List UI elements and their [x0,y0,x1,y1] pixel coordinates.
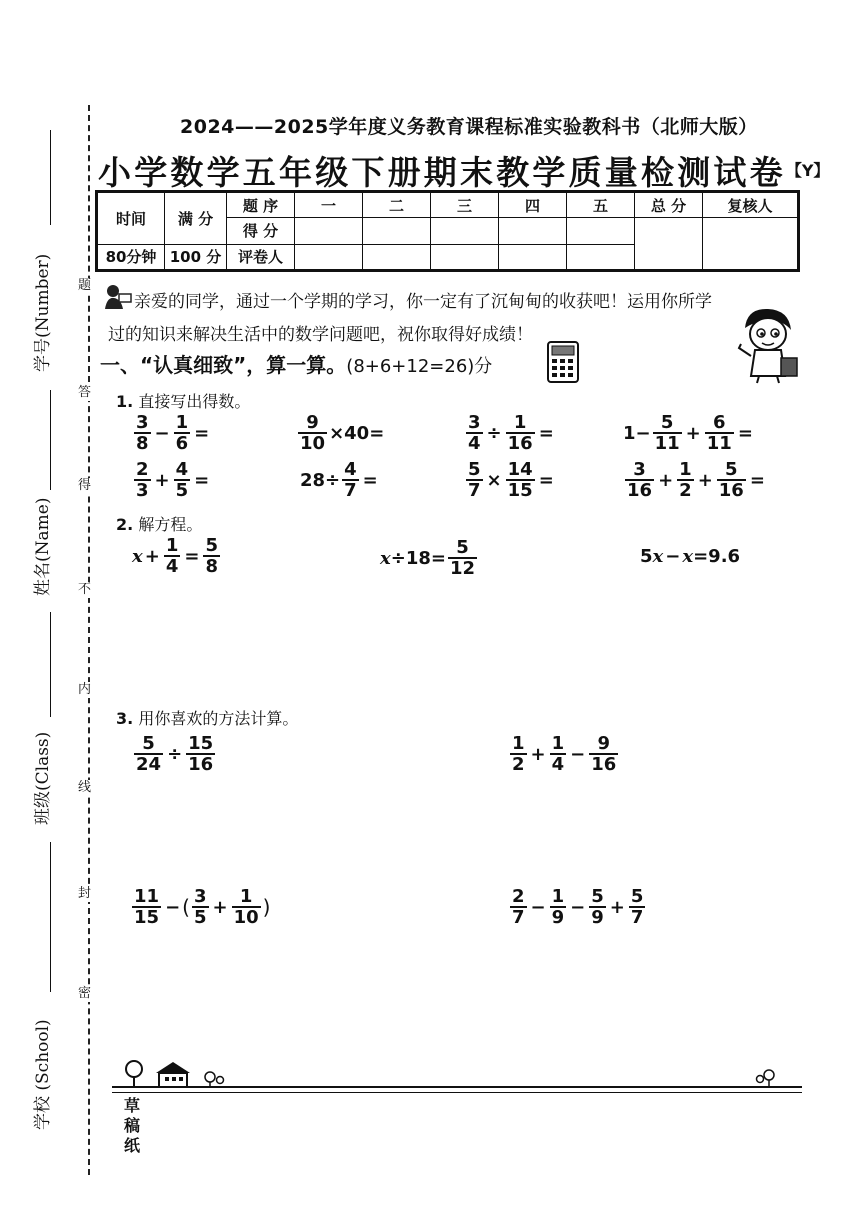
fraction: $\frac{4}{5}$ [175,459,189,501]
fraction: $\frac{3}{16}$ [627,459,653,501]
seal-char: 答 [78,385,92,400]
score-cell-2[interactable] [363,218,431,244]
fraction: $\frac{1}{2}$ [679,459,692,501]
seal-char: 题 [78,278,92,293]
small-tree-icon [752,1066,780,1088]
student-name-underline [50,390,51,490]
score-cell-4[interactable] [499,218,567,244]
fraction: $\frac{4}{7}$ [344,459,357,501]
school-underline [50,842,51,992]
quick-calc-5: $\frac{2}{3}$ + $\frac{4}{5}$ = [136,459,210,501]
student-number-underline [50,130,51,225]
section-header-4: 四 [499,192,567,218]
fraction: $\frac{5}{12}$ [449,537,476,579]
time-value: 80分钟 [97,244,165,270]
total-score-cell[interactable] [635,218,703,271]
reviewer-cell[interactable] [703,218,799,271]
score-cell-3[interactable] [431,218,499,244]
fraction: $\frac{9}{16}$ [591,733,617,775]
fraction: $\frac{5}{9}$ [591,886,604,928]
exam-title-tag: 【Y】 [785,161,830,180]
fraction: $\frac{3}{8}$ [136,412,149,454]
part-1-label: 直接写出得数。 [138,392,251,411]
fraction: $\frac{14}{15}$ [507,459,533,501]
teacher-icon [102,282,132,310]
fraction: $\frac{1}{9}$ [551,886,565,928]
grader-row-header: 评卷人 [227,244,295,270]
draft-paper-label: 草稿纸 [124,1096,141,1155]
intro-line-1: 亲爱的同学，通过一个学期的学习，你一定有了沉甸甸的收获吧！运用你所学 [134,292,712,312]
exam-title-text: 小学数学五年级下册期末教学质量检测试卷 [98,153,786,192]
part-1-number: 1. [116,392,134,411]
exam-title [98,147,829,194]
score-row-header: 得 分 [227,218,295,244]
seal-char: 得 [78,478,92,493]
fraction: $\frac{11}{15}$ [134,886,160,928]
fraction: $\frac{5}{24}$ [136,733,162,775]
calc-1: $\frac{5}{24}$ ÷ $\frac{15}{16}$ [136,733,214,775]
full-score-value: 100 分 [165,244,227,270]
fraction: $\frac{1}{6}$ [175,412,189,454]
fraction: $\frac{2}{3}$ [136,459,149,501]
fraction: $\frac{5}{16}$ [718,459,744,501]
full-score-header: 满 分 [165,192,227,245]
section-header-5: 五 [567,192,635,218]
grader-cell-3[interactable] [431,244,499,270]
reviewer-header: 复核人 [703,192,799,218]
equation-1: x + $\frac{1}{4}$ = $\frac{5}{8}$ [132,535,218,577]
section-header-3: 三 [431,192,499,218]
section-header-2: 二 [363,192,431,218]
seal-char: 线 [78,780,92,795]
fraction: $\frac{1}{4}$ [551,733,565,775]
part-3-label: 用你喜欢的方法计算。 [138,709,299,728]
quick-calc-6: 28÷ $\frac{4}{7}$ = [300,459,378,501]
score-cell-1[interactable] [295,218,363,244]
fraction: $\frac{1}{10}$ [233,886,259,928]
fraction: $\frac{5}{7}$ [630,886,644,928]
calc-2: $\frac{1}{2}$ + $\frac{1}{4}$ − $\frac{9}{16}$ [512,733,617,775]
seal-char: 封 [78,886,92,901]
seal-char: 不 [78,582,92,597]
seal-char: 内 [78,682,92,697]
part-3-number: 3. [116,709,134,728]
question-order-header: 题 序 [227,192,295,218]
ground-line [112,1086,802,1093]
grader-cell-4[interactable] [499,244,567,270]
class-underline [50,612,51,717]
quick-calc-4: 1− $\frac{5}{11}$ + $\frac{6}{11}$ = [623,412,753,454]
quick-calc-2: $\frac{9}{10}$ ×40= [300,412,385,454]
section-header-1: 一 [295,192,363,218]
seal-char: 密 [78,986,92,1001]
section-1-points: (8+6+12=26)分 [346,356,493,377]
score-cell-5[interactable] [567,218,635,244]
fraction: $\frac{5}{7}$ [468,459,481,501]
quick-calc-1: $\frac{3}{8}$ − $\frac{1}{6}$ = [136,412,210,454]
calculator-icon [546,340,580,384]
section-1-title: 一、“认真细致”，算一算。 [100,353,347,377]
equation-2: x ÷18= $\frac{5}{12}$ [380,537,476,579]
grader-cell-5[interactable] [567,244,635,270]
fraction: $\frac{9}{10}$ [300,412,326,454]
fraction: $\frac{5}{11}$ [654,412,680,454]
fraction: $\frac{6}{11}$ [706,412,732,454]
fraction: $\frac{5}{8}$ [205,535,218,577]
fraction: $\frac{1}{2}$ [512,733,525,775]
exam-subtitle: 2024——2025学年度义务教育课程标准实验教科书（北师大版） [180,116,758,138]
fraction: $\frac{1}{16}$ [507,412,533,454]
part-2-label: 解方程。 [138,515,203,534]
intro-line-2: 过的知识来解决生活中的数学问题吧，祝你取得好成绩！ [108,325,533,345]
quick-calc-3: $\frac{3}{4}$ ÷ $\frac{1}{16}$ = [468,412,554,454]
tree-and-house-icons [120,1060,230,1088]
quick-calc-7: $\frac{5}{7}$ × $\frac{14}{15}$ = [468,459,554,501]
fraction: $\frac{1}{4}$ [165,535,179,577]
grader-cell-1[interactable] [295,244,363,270]
grader-cell-2[interactable] [363,244,431,270]
part-1-heading [116,389,250,412]
part-3-heading [116,706,298,729]
student-number-label: 学号(Number) [33,253,53,372]
calc-4: $\frac{2}{7}$ − $\frac{1}{9}$ − $\frac{5}{9}$ + $\frac{5}{7}$ [512,886,644,928]
calc-3: $\frac{11}{15}$ − ( $\frac{3}{5}$ + $\frac{1}{10}$ ) [134,886,271,928]
total-score-header: 总 分 [635,192,703,218]
score-table [95,190,800,272]
part-2-number: 2. [116,515,134,534]
time-header: 时间 [97,192,165,245]
fraction: $\frac{3}{4}$ [468,412,481,454]
fraction: $\frac{15}{16}$ [188,733,214,775]
fraction: $\frac{2}{7}$ [512,886,525,928]
equation-3: 5 x − x =9.6 [640,546,741,567]
binding-dashed-line [88,105,90,1175]
quick-calc-8: $\frac{3}{16}$ + $\frac{1}{2}$ + $\frac{5}{16}$ = [627,459,765,501]
student-name-label: 姓名(Name) [33,497,53,596]
class-label: 班级(Class) [33,731,53,825]
fraction: $\frac{3}{5}$ [193,886,207,928]
part-2-heading [116,512,202,535]
boy-cartoon-icon [735,306,801,384]
school-label: 学校 (School) [33,1019,53,1130]
section-1-heading [100,349,492,378]
